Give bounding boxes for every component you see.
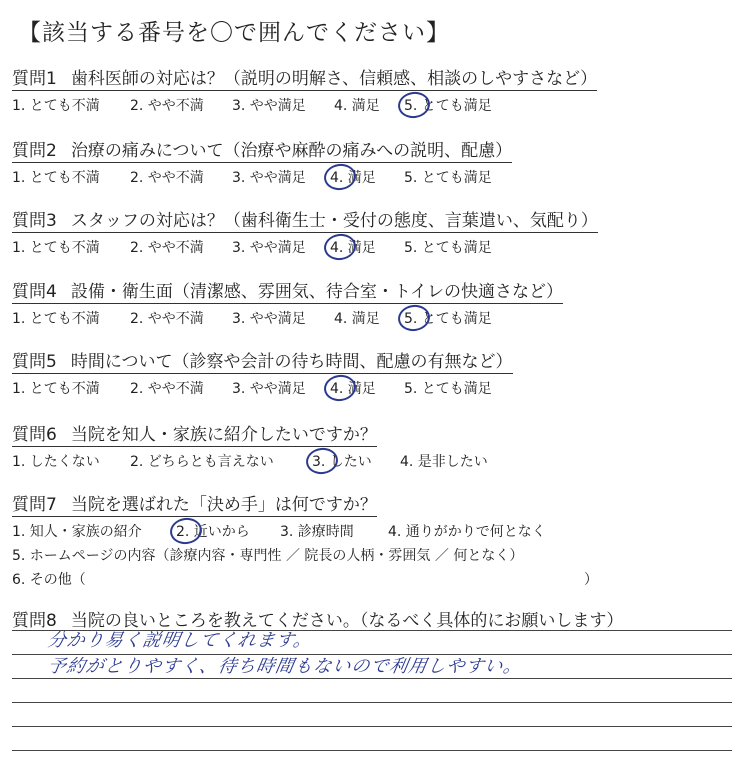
- question-number: 質問3: [12, 211, 57, 231]
- option-4[interactable]: 4. 満足: [330, 381, 376, 397]
- option-3[interactable]: 3. やや満足: [232, 381, 306, 397]
- option-row: [12, 569, 732, 589]
- option-row: [12, 521, 732, 541]
- answer-line: [12, 750, 732, 751]
- question-heading: [12, 347, 513, 374]
- question-4: [12, 277, 732, 328]
- option-3[interactable]: 3. やや満足: [232, 170, 306, 186]
- question-3: [12, 206, 732, 257]
- other-close-paren: ）: [584, 572, 598, 588]
- option-4[interactable]: 4. 満足: [334, 311, 380, 327]
- option-row: [12, 237, 732, 257]
- option-5[interactable]: 5. とても満足: [404, 381, 492, 397]
- question-text: 治療の痛みについて（治療や麻酔の痛みへの説明、配慮）: [70, 141, 513, 161]
- option-3[interactable]: 3. やや満足: [232, 311, 306, 327]
- option-5[interactable]: 5. とても満足: [404, 98, 492, 114]
- question-number: 質問5: [12, 352, 57, 372]
- answer-line: [12, 726, 732, 727]
- option-2[interactable]: 2. やや不満: [130, 311, 204, 327]
- question-number: 質問7: [12, 495, 57, 515]
- question-heading: [12, 206, 598, 233]
- option-2[interactable]: 2. やや不満: [130, 240, 204, 256]
- option-row: [12, 378, 732, 398]
- option-5[interactable]: 5. とても満足: [404, 311, 492, 327]
- option-3[interactable]: 3. やや満足: [232, 240, 306, 256]
- question-text: スタッフの対応は？（歯科衛生士・受付の態度、言葉遣い、気配り）: [70, 211, 598, 231]
- question-1: [12, 64, 732, 115]
- option-4[interactable]: 4. 満足: [330, 240, 376, 256]
- question-heading: [12, 277, 563, 304]
- option-3[interactable]: 3. やや満足: [232, 98, 306, 114]
- option-1[interactable]: 1. とても不満: [12, 381, 100, 397]
- option-1[interactable]: 1. とても不満: [12, 311, 100, 327]
- question-heading: [12, 490, 377, 517]
- answer-line: [12, 678, 732, 679]
- option-3[interactable]: 3. したい: [312, 454, 372, 470]
- option-1[interactable]: 1. 知人・家族の紹介: [12, 524, 142, 540]
- question-heading: [12, 136, 512, 163]
- handwritten-answer-line-1: 分かり易く説明してくれます。: [45, 630, 315, 651]
- question-number: 質問2: [12, 141, 57, 161]
- question-7: [12, 490, 732, 589]
- question-heading: [12, 420, 377, 447]
- option-1[interactable]: 1. とても不満: [12, 240, 100, 256]
- question-text: 当院を選ばれた「決め手」は何ですか？: [70, 495, 377, 515]
- question-2: [12, 136, 732, 187]
- option-2[interactable]: 2. やや不満: [130, 98, 204, 114]
- option-1[interactable]: 1. とても不満: [12, 170, 100, 186]
- option-row: [12, 95, 732, 115]
- option-2[interactable]: 2. やや不満: [130, 170, 204, 186]
- question-text: 歯科医師の対応は？（説明の明解さ、信頼感、相談のしやすさなど）: [70, 69, 598, 89]
- option-4[interactable]: 4. 満足: [330, 170, 376, 186]
- option-5[interactable]: 5. とても満足: [404, 240, 492, 256]
- question-heading: [12, 64, 597, 91]
- option-4[interactable]: 4. 満足: [334, 98, 380, 114]
- option-3[interactable]: 3. 診療時間: [280, 524, 354, 540]
- option-5[interactable]: 5. とても満足: [404, 170, 492, 186]
- option-1[interactable]: 1. したくない: [12, 454, 100, 470]
- question-number: 質問1: [12, 69, 57, 89]
- question-number: 質問8: [12, 611, 57, 631]
- question-6: [12, 420, 732, 471]
- question-number: 質問4: [12, 282, 57, 302]
- option-2[interactable]: 2. 近いから: [176, 524, 250, 540]
- question-text: 時間について（診察や会計の待ち時間、配慮の有無など）: [70, 352, 513, 372]
- option-4[interactable]: 4. 是非したい: [400, 454, 488, 470]
- answer-line: [12, 702, 732, 703]
- option-4[interactable]: 4. 通りがかりで何となく: [388, 524, 546, 540]
- form-title: 【該当する番号を〇で囲んでください】: [18, 20, 450, 46]
- option-1[interactable]: 1. とても不満: [12, 98, 100, 114]
- option-row: [12, 167, 732, 187]
- option-2[interactable]: 2. やや不満: [130, 381, 204, 397]
- option-6[interactable]: 6. その他（: [12, 572, 86, 588]
- option-row: [12, 308, 732, 328]
- option-row: [12, 451, 732, 471]
- question-text: 当院の良いところを教えてください。（なるべく具体的にお願いします）: [70, 611, 624, 631]
- question-5: [12, 347, 732, 398]
- question-text: 設備・衛生面（清潔感、雰囲気、待合室・トイレの快適さなど）: [70, 282, 563, 302]
- option-row: [12, 545, 732, 565]
- option-5[interactable]: 5. ホームページの内容（診療内容・専門性 ／ 院長の人柄・雰囲気 ／ 何となく）: [12, 548, 524, 564]
- question-text: 当院を知人・家族に紹介したいですか？: [70, 425, 377, 445]
- question-number: 質問6: [12, 425, 57, 445]
- handwritten-answer-line-2: 予約がとりやすく、待ち時間もないので利用しやすい。: [45, 656, 525, 677]
- option-2[interactable]: 2. どちらとも言えない: [130, 454, 274, 470]
